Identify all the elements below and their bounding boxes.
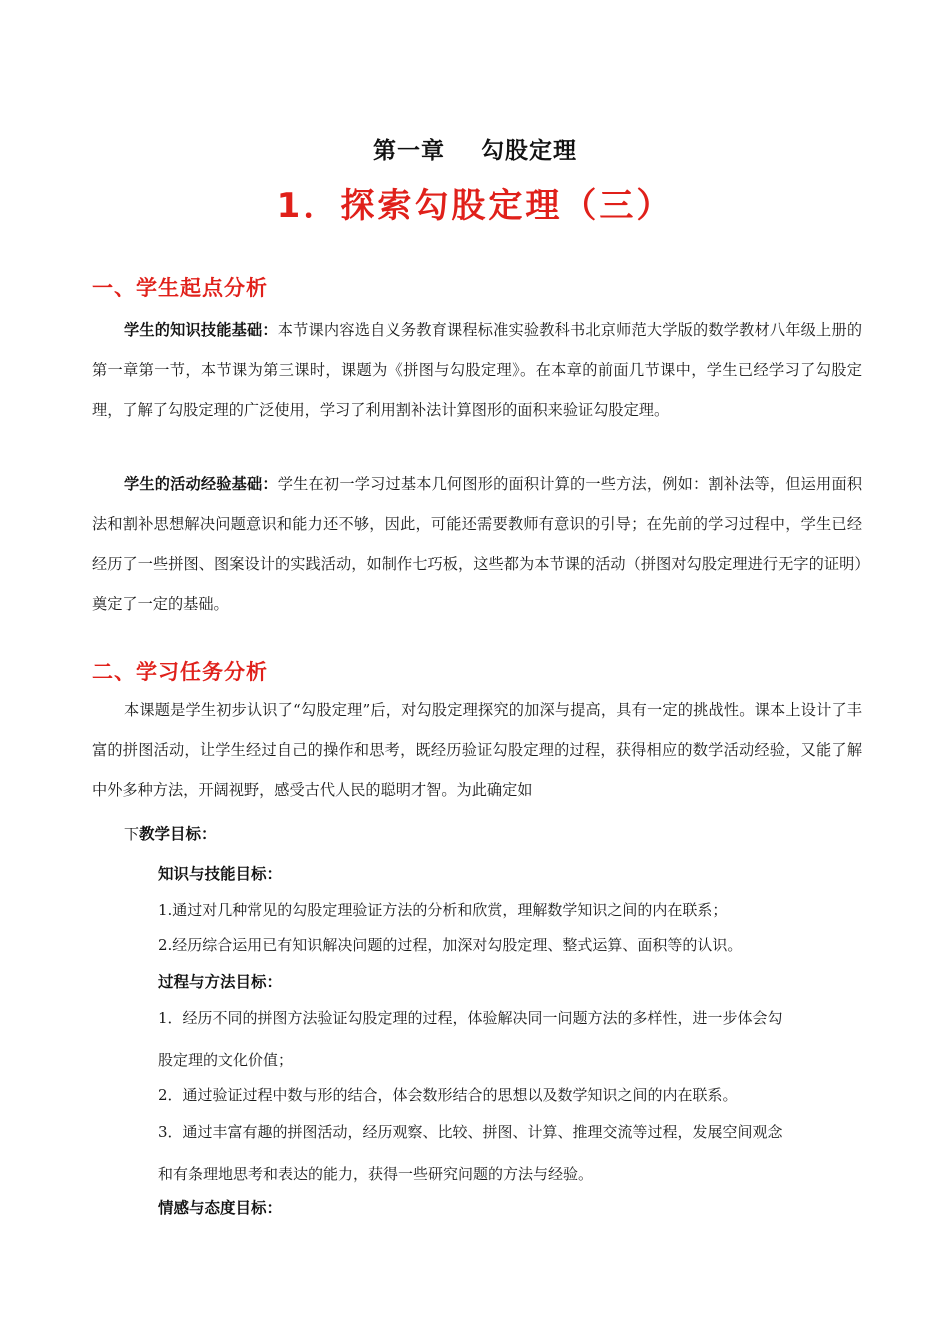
process-goal-3a: 3．通过丰富有趣的拼图活动，经历观察、比较、拼图、计算、推理交流等过程，发展空间观念 xyxy=(158,1123,783,1141)
knowledge-goal-2: 2.经历综合运用已有知识解决问题的过程，加深对勾股定理、整式运算、面积等的认识。 xyxy=(158,936,743,954)
section-heading-student-analysis: 一、学生起点分析 xyxy=(92,276,268,300)
teaching-goals-line xyxy=(124,822,217,844)
emotion-goals-label: 情感与态度目标： xyxy=(158,1199,283,1217)
process-goals-label: 过程与方法目标： xyxy=(158,973,283,991)
paragraph-text: 学生在初一学习过基本几何图形的面积计算的一些方法，例如：割补法等，但运用面积法和割补思想解决问题意识和能力还不够，因此，可能还需要教师有意识的引导；在先前的学习过程中，学生已经经历了一些拼图、图案设计的实践活动，如制作七巧板，这些都为本节课的活动（拼图对勾股定理进行无字的证明）奠定了一定的基础。 xyxy=(92,475,863,613)
intro-tail: 下 xyxy=(124,825,140,843)
process-goal-1a: 1．经历不同的拼图方法验证勾股定理的过程，体验解决同一问题方法的多样性，进一步体会勾 xyxy=(158,1009,783,1027)
process-goal-3b: 和有条理地思考和表达的能力，获得一些研究问题的方法与经验。 xyxy=(158,1165,594,1183)
knowledge-goals-label: 知识与技能目标： xyxy=(158,865,283,883)
chapter-title: 第一章 勾股定理 xyxy=(372,138,578,164)
knowledge-goal-1: 1.通过对几种常见的勾股定理验证方法的分析和欣赏，理解数学知识之间的内在联系； xyxy=(158,901,728,919)
process-goal-2: 2．通过验证过程中数与形的结合，体会数形结合的思想以及数学知识之间的内在联系。 xyxy=(158,1086,738,1104)
paragraph-task-intro: 本课题是学生初步认识了“勾股定理”后，对勾股定理探究的加深与提高，具有一定的挑战性。课本上设计了丰富的拼图活动，让学生经过自己的操作和思考，既经历验证勾股定理的过程，获得相应的数学活动经验，又能了解中外多种方法，开阔视野，感受古代人民的聪明才智。为此确定如 xyxy=(92,701,862,799)
paragraph-lead: 学生的活动经验基础： xyxy=(124,475,278,493)
paragraph-knowledge-basis xyxy=(92,310,862,430)
paragraph-text: 本节课内容选自义务教育课程标准实验教科书北京师范大学版的数学教材八年级上册的第一章第一节，本节课为第三课时，课题为《拼图与勾股定理》。在本章的前面几节课中，学生已经学习了勾股定理，了解了勾股定理的广泛使用，学习了利用割补法计算图形的面积来验证勾股定理。 xyxy=(92,321,863,419)
section-heading-task-analysis: 二、学习任务分析 xyxy=(92,660,268,684)
teaching-goals-label: 教学目标： xyxy=(139,825,217,843)
process-goal-1b: 股定理的文化价值； xyxy=(158,1051,294,1069)
lesson-title: 1．探索勾股定理（三） xyxy=(276,186,674,226)
paragraph-activity-basis xyxy=(92,464,862,624)
paragraph-lead: 学生的知识技能基础： xyxy=(124,321,278,339)
